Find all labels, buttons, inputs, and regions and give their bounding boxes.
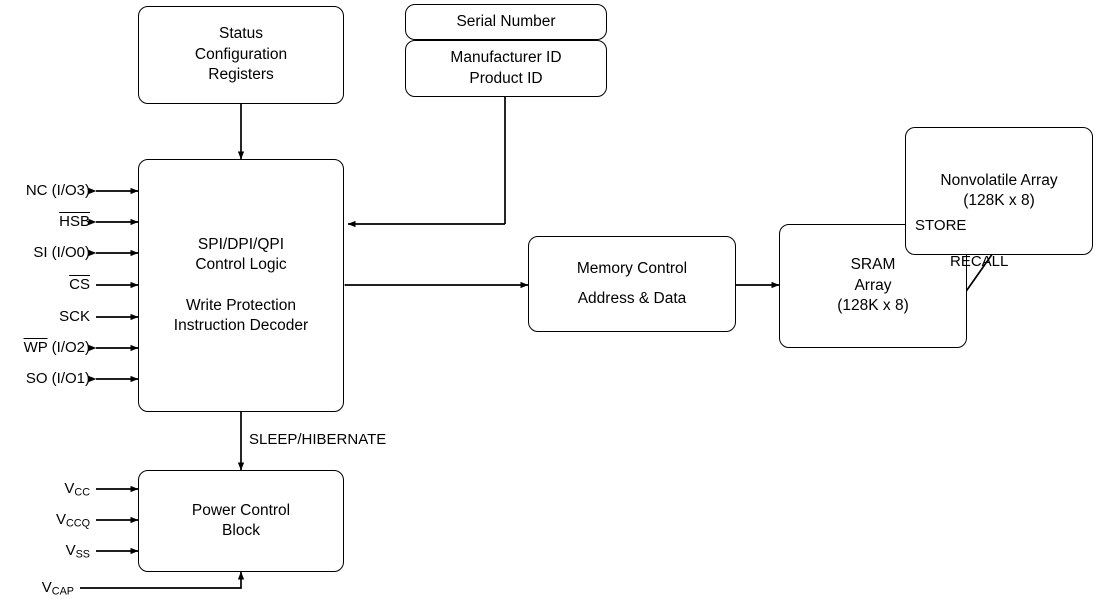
manufacturer-id-line-1: Manufacturer ID [450, 49, 562, 67]
nonvolatile-array-line-1: Nonvolatile Array [940, 171, 1058, 189]
label-recall: RECALL [950, 253, 1009, 270]
pin-label-vccq [0, 511, 90, 530]
pin-text-si-io0: SI (I/O0) [33, 244, 90, 261]
block-manufacturer-product-id [405, 40, 607, 97]
pin-label-so-io1 [0, 370, 90, 387]
power-control-line-2: Block [222, 522, 260, 539]
label-sleep-hibernate: SLEEP/HIBERNATE [249, 431, 387, 448]
manufacturer-id-line-2: Product ID [469, 69, 543, 87]
pin-text-cs: $\overline{CS}$ [69, 276, 90, 293]
pin-text-vcc-sub: CC [74, 486, 90, 499]
block-spi-control-logic [138, 159, 344, 412]
pin-label-hsb [0, 213, 90, 230]
pin-text-vcap-base: V [41, 579, 52, 596]
block-serial-number [405, 4, 607, 40]
pin-label-vcc [0, 480, 90, 499]
block-status-configuration-registers [138, 6, 344, 104]
sram-array-line-2: Array [854, 276, 892, 294]
pin-label-wp-io2 [0, 339, 90, 356]
pin-text-vccq-base: V [55, 511, 66, 528]
pin-text-vss-sub: SS [75, 548, 90, 561]
serial-number-line-1: Serial Number [456, 12, 556, 30]
sram-array-line-1: SRAM [850, 256, 896, 274]
control-logic-line-2: Control Logic [195, 256, 287, 274]
block-memory-control [528, 236, 736, 332]
control-logic-line-4: Instruction Decoder [173, 316, 309, 334]
memory-control-line-1: Memory Control [576, 259, 688, 277]
memory-control-line-2: Address & Data [577, 290, 687, 307]
label-store: STORE [915, 217, 967, 234]
pin-label-cs [0, 276, 90, 293]
block-power-control [138, 470, 344, 572]
pin-label-vcap [0, 579, 74, 598]
block-nonvolatile-array [905, 127, 1093, 255]
pin-label-sck [0, 308, 90, 325]
pin-label-nc-io3 [0, 182, 90, 199]
pin-text-hsb: $\overline{HSB}$ [59, 213, 90, 230]
status-config-line-1: Status [219, 25, 263, 43]
pin-text-nc-io3: NC (I/O3) [25, 182, 90, 199]
pin-text-vcc-base: V [64, 480, 75, 497]
nonvolatile-array-line-2: (128K x 8) [963, 192, 1035, 209]
pin-text-vss-base: V [65, 542, 76, 559]
status-config-line-2: Configuration [194, 45, 288, 63]
control-logic-line-1: SPI/DPI/QPI [197, 235, 285, 253]
power-control-line-1: Power Control [191, 501, 291, 519]
pin-label-si-io0 [0, 244, 90, 261]
pin-text-vcap-sub: CAP [51, 585, 74, 598]
sram-array-line-3: (128K x 8) [837, 297, 909, 315]
pin-text-so-io1: SO (I/O1) [25, 370, 90, 387]
pin-text-sck: SCK [59, 308, 90, 325]
pin-label-vss [0, 542, 90, 561]
pin-text-wp-io2-suffix: (I/O2) [47, 339, 90, 356]
status-config-line-3: Registers [208, 66, 274, 84]
pin-text-vccq-sub: CCQ [66, 517, 90, 530]
control-logic-line-3: Write Protection [186, 296, 296, 314]
pin-text-wp: $\overline{WP}$ [23, 339, 48, 356]
